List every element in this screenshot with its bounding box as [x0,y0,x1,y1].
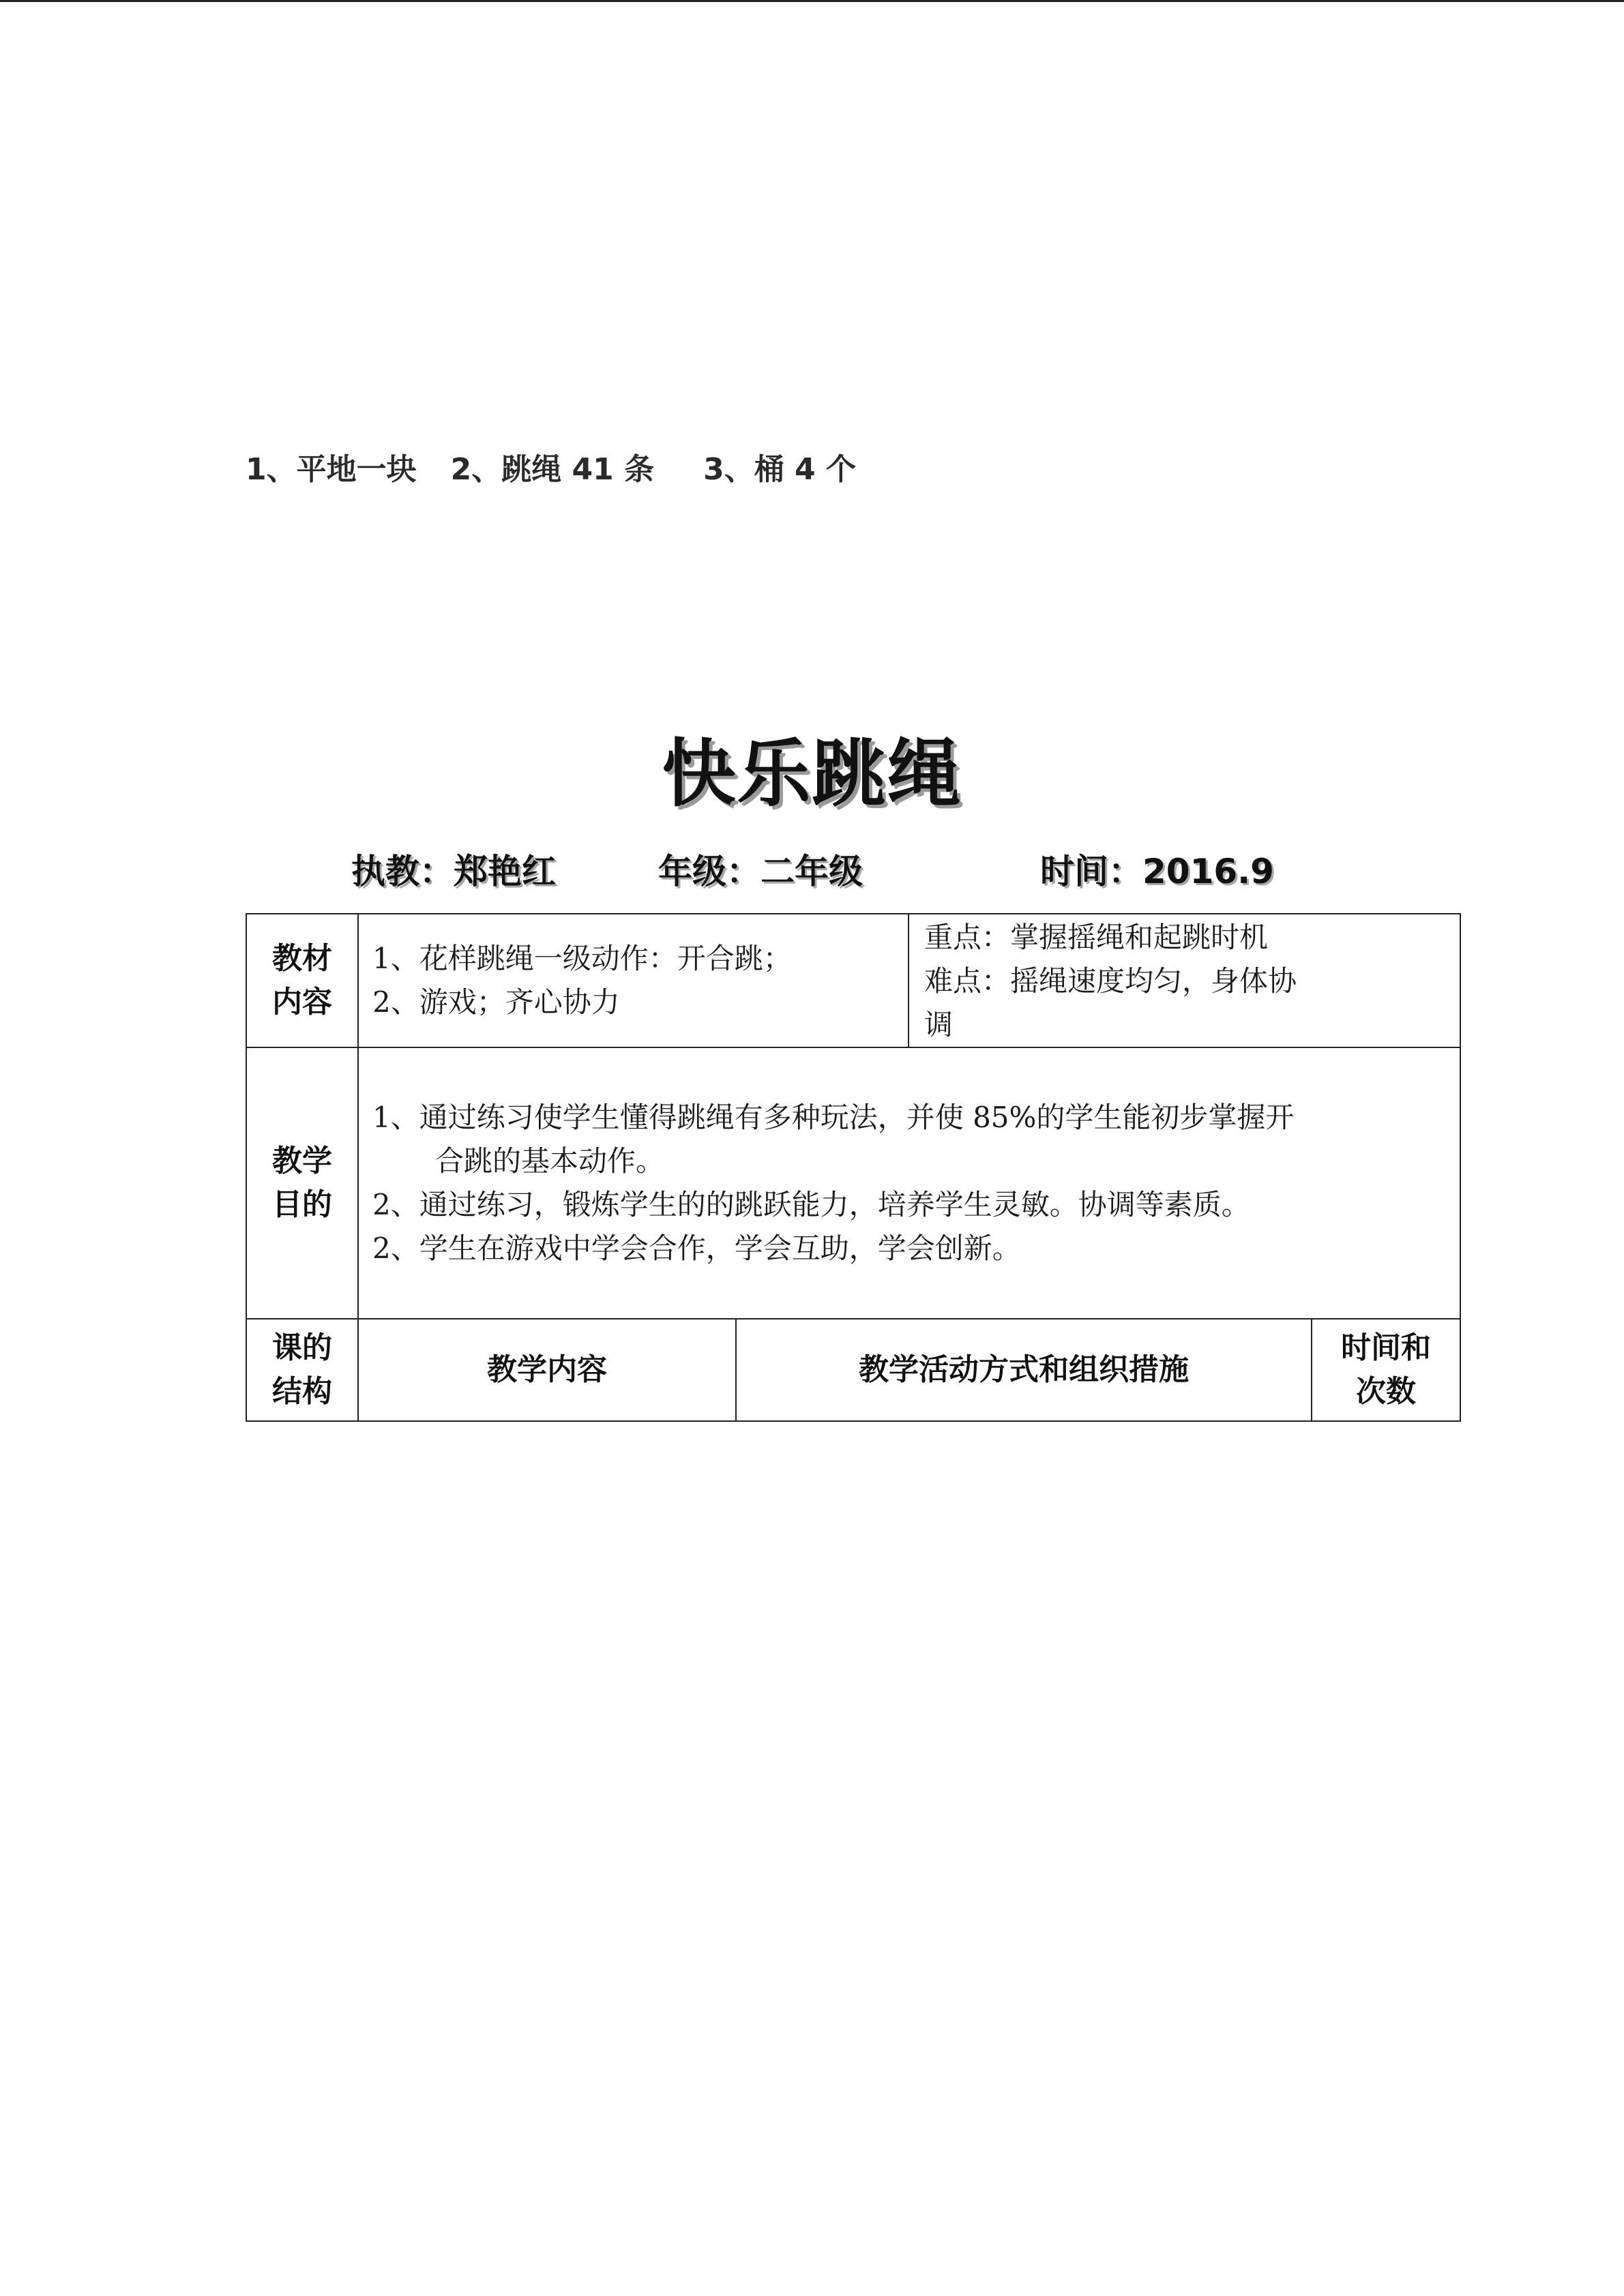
structure-header-line2: 结构 [272,1374,332,1409]
material-label-cell [246,914,358,1047]
goal-item-1: 1、通过练习使学生懂得跳绳有多种玩法，并使 85%的学生能初步掌握开 [372,1101,1295,1134]
goal-label-line1: 教学 [272,1144,332,1178]
structure-header-line1: 课的 [272,1330,332,1365]
goal-item-3: 2、学生在游戏中学会合作，学会互助，学会创新。 [372,1232,1021,1265]
difficulty-line: 难点：摇绳速度均匀，身体协 [924,964,1297,998]
grade-label: 年级：二年级 [658,852,863,891]
equipment-list [246,445,856,488]
teacher-label: 执教：郑艳红 [351,852,556,891]
page-title: 快乐跳绳 [662,732,962,817]
material-content-cell [358,914,909,1047]
difficulty-line-cont: 调 [924,1008,954,1041]
material-content-line1: 1、花样跳绳一级动作：开合跳； [372,942,792,975]
time-header-cell [1312,1319,1460,1421]
equipment-item-ground: 1、平地一块 [246,452,417,487]
lesson-plan-table [246,913,1461,1422]
goal-item-1-cont: 合跳的基本动作。 [435,1144,665,1178]
table-row-goal [246,1047,1460,1319]
material-label-line2: 内容 [272,985,332,1019]
material-content-line2: 2、游戏；齐心协力 [372,985,620,1019]
goal-label-cell [246,1047,358,1319]
time-header-line2: 次数 [1356,1374,1417,1409]
activity-header-cell: 教学活动方式和组织措施 [736,1319,1312,1421]
key-point-line: 重点：掌握摇绳和起跳时机 [924,921,1269,954]
equipment-item-buckets: 3、桶 4 个 [703,452,856,487]
goal-content-cell [358,1047,1460,1319]
material-label-line1: 教材 [272,941,332,976]
time-label: 时间：2016.9 [1040,852,1274,891]
equipment-item-ropes: 2、跳绳 41 条 [450,452,655,487]
goal-label-line2: 目的 [272,1187,332,1222]
goal-item-2: 2、通过练习，锻炼学生的的跳跃能力，培养学生灵敏。协调等素质。 [372,1188,1250,1221]
key-points-cell [909,914,1460,1047]
table-row-header [246,1319,1460,1421]
time-header-line1: 时间和 [1341,1330,1432,1365]
structure-header-cell [246,1319,358,1421]
table-row-material [246,914,1460,1047]
top-border-line [0,0,1624,2]
content-header-cell: 教学内容 [358,1319,736,1421]
